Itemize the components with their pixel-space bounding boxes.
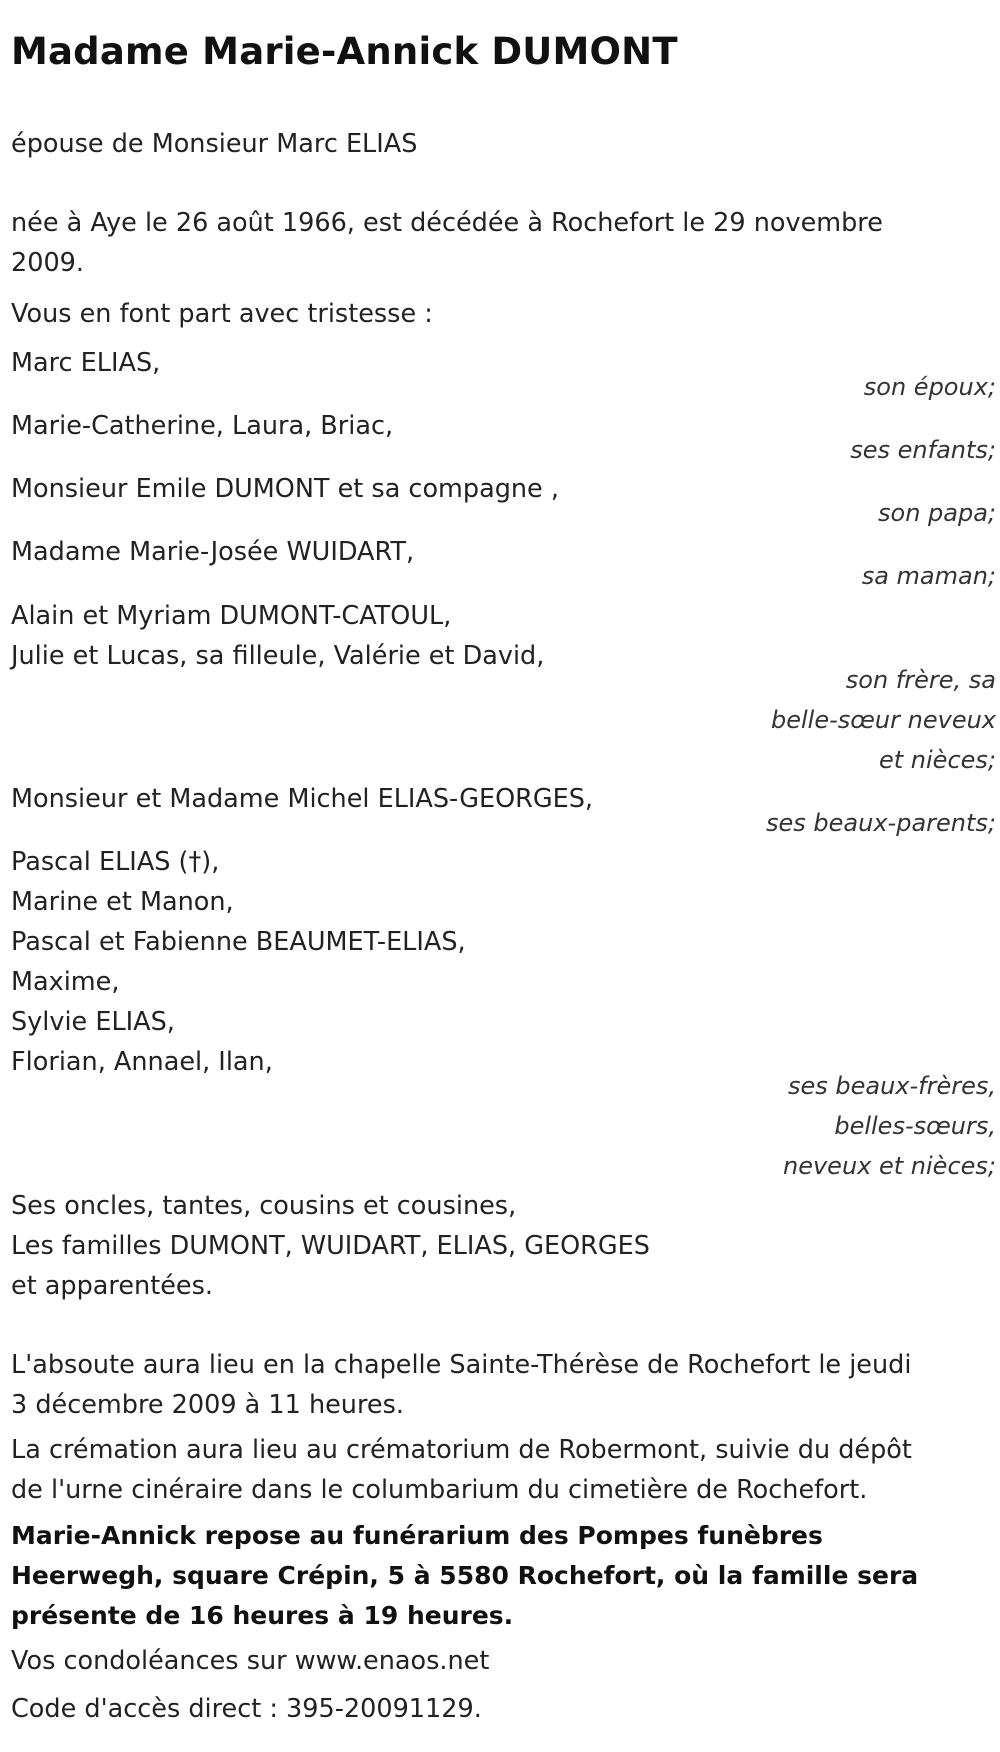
extended-family-line: et apparentées. bbox=[11, 1271, 213, 1301]
extended-family bbox=[11, 1186, 650, 1306]
family-name-line: Alain et Myriam DUMONT-CATOUL, bbox=[11, 601, 452, 631]
family-name-line: Florian, Annael, Ilan, bbox=[11, 1047, 273, 1077]
announcement-intro: Vous en font part avec tristesse : bbox=[11, 299, 433, 329]
access-code-line: Code d'accès direct : 395-20091129. bbox=[11, 1694, 482, 1724]
family-name-line: Marine et Manon, bbox=[11, 887, 234, 917]
family-group-relation bbox=[771, 660, 996, 780]
family-group-names bbox=[11, 343, 160, 383]
relation-line: son frère, sa bbox=[845, 666, 996, 694]
relation-line: son époux; bbox=[863, 373, 996, 401]
family-group-relation bbox=[850, 430, 996, 470]
family-group-relation bbox=[862, 556, 996, 596]
spouse-line: épouse de Monsieur Marc ELIAS bbox=[11, 129, 418, 159]
family-name-line: Pascal et Fabienne BEAUMET-ELIAS, bbox=[11, 927, 466, 957]
relation-line: et nièces; bbox=[879, 746, 996, 774]
family-group-names bbox=[11, 596, 544, 676]
extended-family-line: Ses oncles, tantes, cousins et cousines, bbox=[11, 1191, 517, 1221]
condolences-line: Vos condoléances sur www.enaos.net bbox=[11, 1646, 490, 1676]
ceremony-info: L'absoute aura lieu en la chapelle Sainte-Thérèse de Rochefort le jeudi 3 décembre 2009 à 11 heures. bbox=[11, 1350, 912, 1420]
family-group-names bbox=[11, 406, 393, 446]
family-group-names bbox=[11, 842, 466, 1082]
family-group-names bbox=[11, 469, 559, 509]
birth-death-line: née à Aye le 26 août 1966, est décédée à Rochefort le 29 novembre 2009. bbox=[11, 208, 883, 278]
family-name-line: Monsieur Emile DUMONT et sa compagne , bbox=[11, 474, 559, 504]
relation-line: neveux et nièces; bbox=[783, 1152, 996, 1180]
family-name-line: Pascal ELIAS (†), bbox=[11, 847, 220, 877]
relation-line: ses beaux-frères, bbox=[787, 1072, 996, 1100]
family-name-line: Maxime, bbox=[11, 967, 120, 997]
deceased-name-title: Madame Marie-Annick DUMONT bbox=[11, 30, 678, 73]
family-name-line: Julie et Lucas, sa filleule, Valérie et David, bbox=[11, 641, 545, 671]
family-name-line: Madame Marie-Josée WUIDART, bbox=[11, 537, 415, 567]
relation-line: ses enfants; bbox=[850, 436, 996, 464]
family-group-names bbox=[11, 779, 593, 819]
relation-line: sa maman; bbox=[861, 562, 996, 590]
family-group-relation bbox=[766, 803, 996, 843]
relation-line: belle-sœur neveux bbox=[771, 706, 996, 734]
family-group-names bbox=[11, 532, 414, 572]
relation-line: son papa; bbox=[878, 499, 996, 527]
family-name-line: Monsieur et Madame Michel ELIAS-GEORGES, bbox=[11, 784, 594, 814]
family-group-relation bbox=[783, 1066, 996, 1186]
family-group-relation bbox=[864, 367, 996, 407]
relation-line: belles-sœurs, bbox=[834, 1112, 996, 1140]
family-name-line: Marc ELIAS, bbox=[11, 348, 161, 378]
family-name-line: Marie-Catherine, Laura, Briac, bbox=[11, 411, 394, 441]
cremation-info: La crémation aura lieu au crématorium de Robermont, suivie du dépôt de l'urne cinéraire dans le columbarium du cimetière de Rochefort. bbox=[11, 1435, 912, 1505]
extended-family-line: Les familles DUMONT, WUIDART, ELIAS, GEORGES bbox=[11, 1231, 650, 1261]
visitation-info: Marie-Annick repose au funérarium des Pompes funèbres Heerwegh, square Crépin, 5 à 5580 Rochefort, où la famille sera présente de 16 heures à 19 heures. bbox=[11, 1521, 919, 1630]
relation-line: ses beaux-parents; bbox=[766, 809, 996, 837]
family-group-relation bbox=[878, 493, 996, 533]
family-name-line: Sylvie ELIAS, bbox=[11, 1007, 175, 1037]
